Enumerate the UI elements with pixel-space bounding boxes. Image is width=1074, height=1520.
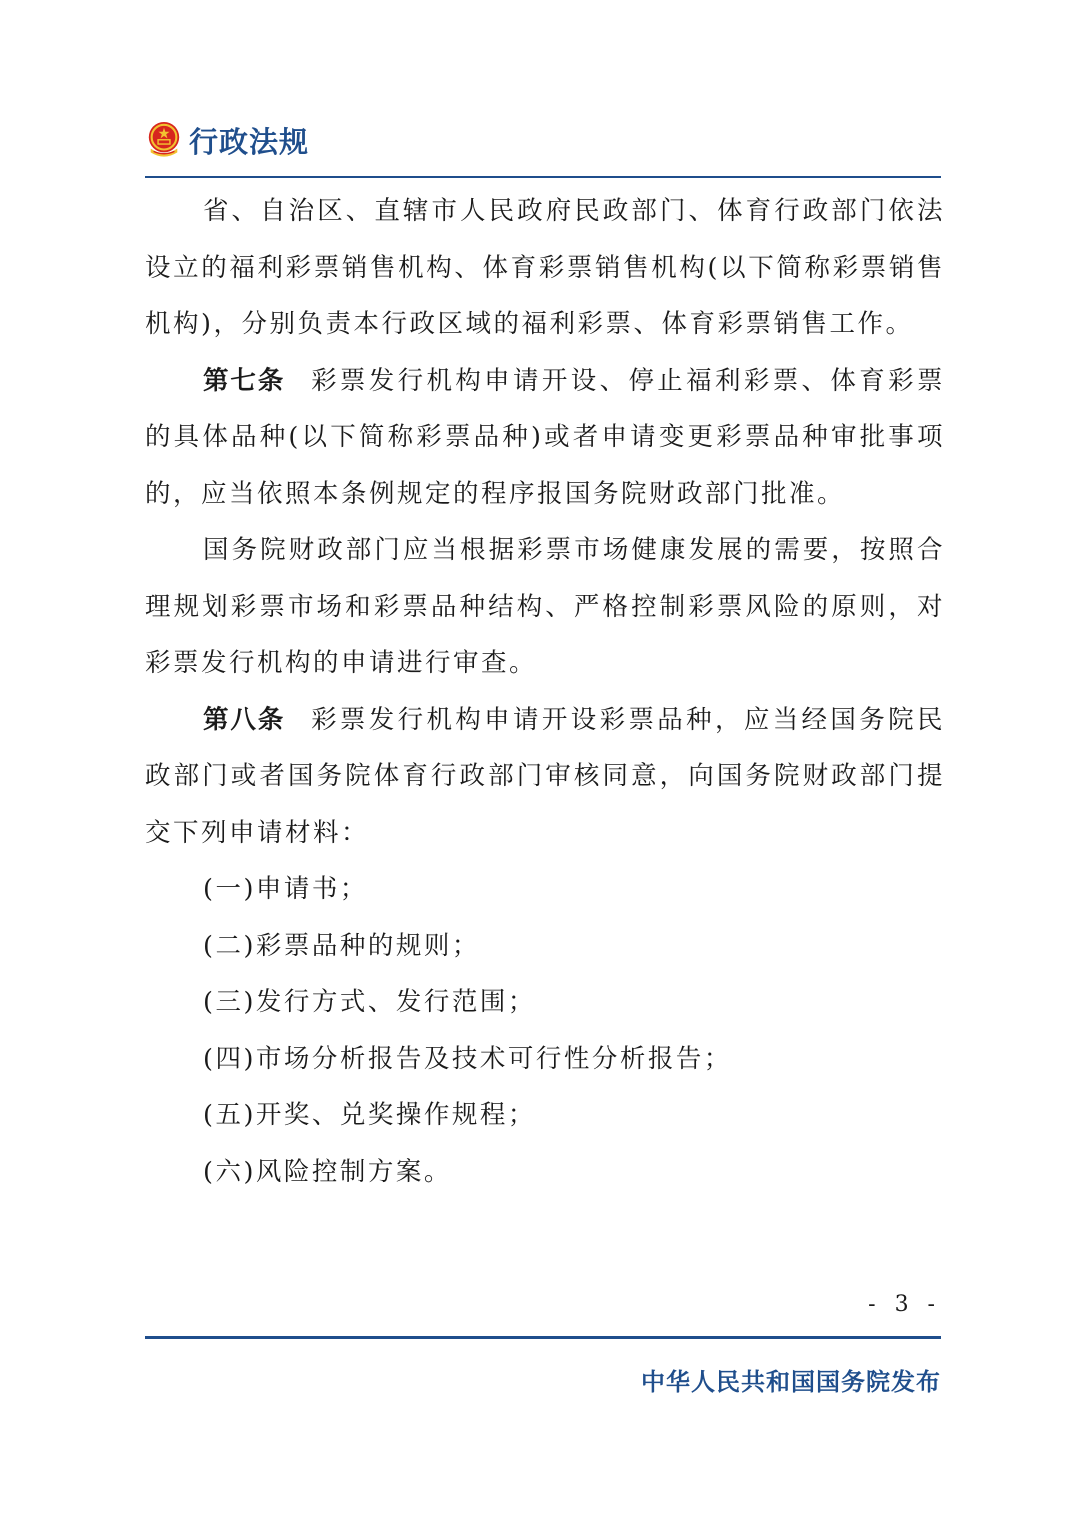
article-8-paragraph bbox=[145, 692, 945, 862]
publisher-label: 中华人民共和国国务院发布 bbox=[641, 1368, 941, 1396]
article-7-number: 第七条 bbox=[203, 365, 286, 396]
article-7-text: 彩票发行机构申请开设、停止福利彩票、体育彩票的具体品种(以下简称彩票品种)或者申请变更彩票品种审批事项的，应当依照本条例规定的程序报国务院财政部门批准。 bbox=[145, 365, 945, 509]
list-item: (三)发行方式、发行范围； bbox=[203, 987, 536, 1017]
list-item: (四)市场分析报告及技术可行性分析报告； bbox=[203, 1043, 732, 1074]
footer-divider bbox=[145, 1336, 941, 1339]
national-emblem-icon bbox=[145, 120, 183, 160]
article-7-paragraph bbox=[145, 353, 945, 523]
page-number: - 3 - bbox=[868, 1292, 941, 1317]
list-item: (一)申请书； bbox=[203, 874, 368, 904]
article-8-number: 第八条 bbox=[203, 704, 286, 735]
document-body bbox=[145, 183, 945, 1200]
list-item: (二)彩票品种的规则； bbox=[203, 930, 480, 961]
header-title: 行政法规 bbox=[189, 124, 310, 159]
header-divider bbox=[145, 176, 941, 178]
paragraph-review-principles: 国务院财政部门应当根据彩票市场健康发展的需要，按照合理规划彩票市场和彩票品种结构、严格控制彩票风险的原则，对彩票发行机构的申请进行审查。 bbox=[145, 535, 945, 678]
paragraph-sales-agencies: 省、自治区、直辖市人民政府民政部门、体育行政部门依法设立的福利彩票销售机构、体育彩票销售机构(以下简称彩票销售机构)，分别负责本行政区域的福利彩票、体育彩票销售工作。 bbox=[145, 196, 945, 339]
list-item: (五)开奖、兑奖操作规程； bbox=[203, 1100, 536, 1130]
article-8-text: 彩票发行机构申请开设彩票品种，应当经国务院民政部门或者国务院体育行政部门审核同意，向国务院财政部门提交下列申请材料： bbox=[145, 704, 945, 848]
page-header bbox=[145, 112, 309, 168]
list-item: (六)风险控制方案。 bbox=[203, 1156, 452, 1187]
